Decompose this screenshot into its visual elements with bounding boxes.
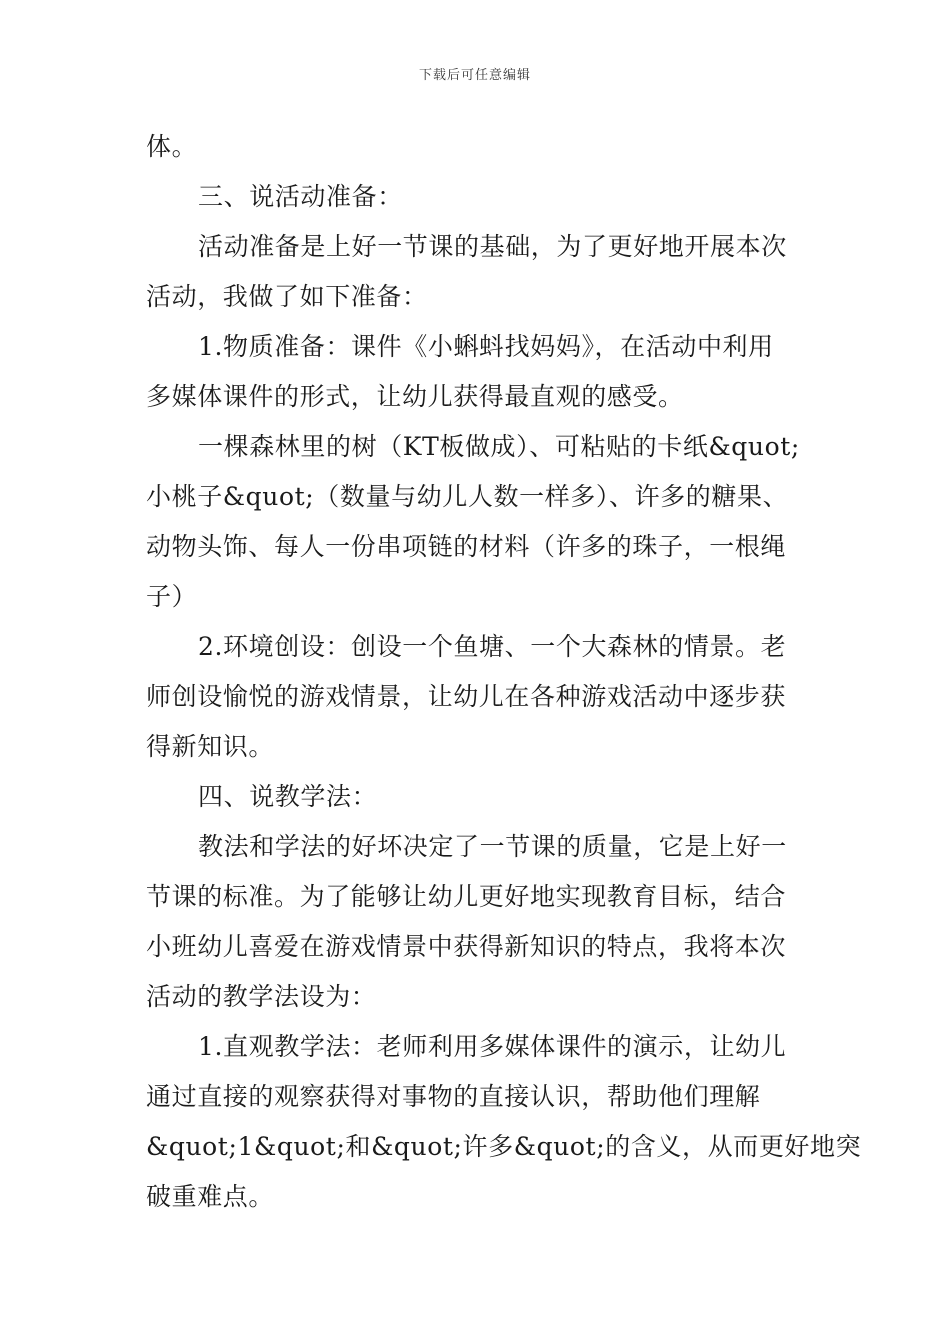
text-line: 小桃子&quot;（数量与幼儿人数一样多）、许多的糖果、 xyxy=(146,482,789,511)
text-line: 节课的标准。为了能够让幼儿更好地实现教育目标，结合 xyxy=(146,882,787,911)
text-line: 1.直观教学法：老师利用多媒体课件的演示，让幼儿 xyxy=(198,1032,787,1061)
text-line: 活动的教学法设为： xyxy=(146,982,377,1011)
text-line: 通过直接的观察获得对事物的直接认识，帮助他们理解 xyxy=(146,1082,761,1111)
document-body xyxy=(146,122,862,1222)
page-header: 下载后可任意编辑 xyxy=(418,68,531,83)
text-line: 体。 xyxy=(146,132,198,161)
text-line: 多媒体课件的形式，让幼儿获得最直观的感受。 xyxy=(146,382,684,411)
text-line: 1.物质准备：课件《小蝌蚪找妈妈》，在活动中利用 xyxy=(198,332,774,361)
text-line: 2.环境创设：创设一个鱼塘、一个大森林的情景。老 xyxy=(198,632,787,661)
text-line: 活动，我做了如下准备： xyxy=(146,282,428,311)
text-line: 活动准备是上好一节课的基础，为了更好地开展本次 xyxy=(198,232,787,261)
text-line: 动物头饰、每人一份串项链的材料（许多的珠子，一根绳 xyxy=(146,532,787,561)
text-line: &quot;1&quot;和&quot;许多&quot;的含义，从而更好地突 xyxy=(146,1132,862,1161)
section-heading: 三、说活动准备： xyxy=(198,182,403,211)
text-line: 得新知识。 xyxy=(146,732,275,761)
text-line: 教法和学法的好坏决定了一节课的质量，它是上好一 xyxy=(198,832,787,861)
text-line: 破重难点。 xyxy=(146,1182,275,1211)
text-line: 小班幼儿喜爱在游戏情景中获得新知识的特点，我将本次 xyxy=(146,932,787,961)
text-line: 子） xyxy=(146,582,198,611)
text-line: 师创设愉悦的游戏情景，让幼儿在各种游戏活动中逐步获 xyxy=(146,682,787,711)
section-heading: 四、说教学法： xyxy=(198,782,378,811)
text-line: 一棵森林里的树（KT板做成）、可粘贴的卡纸&quot; xyxy=(198,432,800,461)
